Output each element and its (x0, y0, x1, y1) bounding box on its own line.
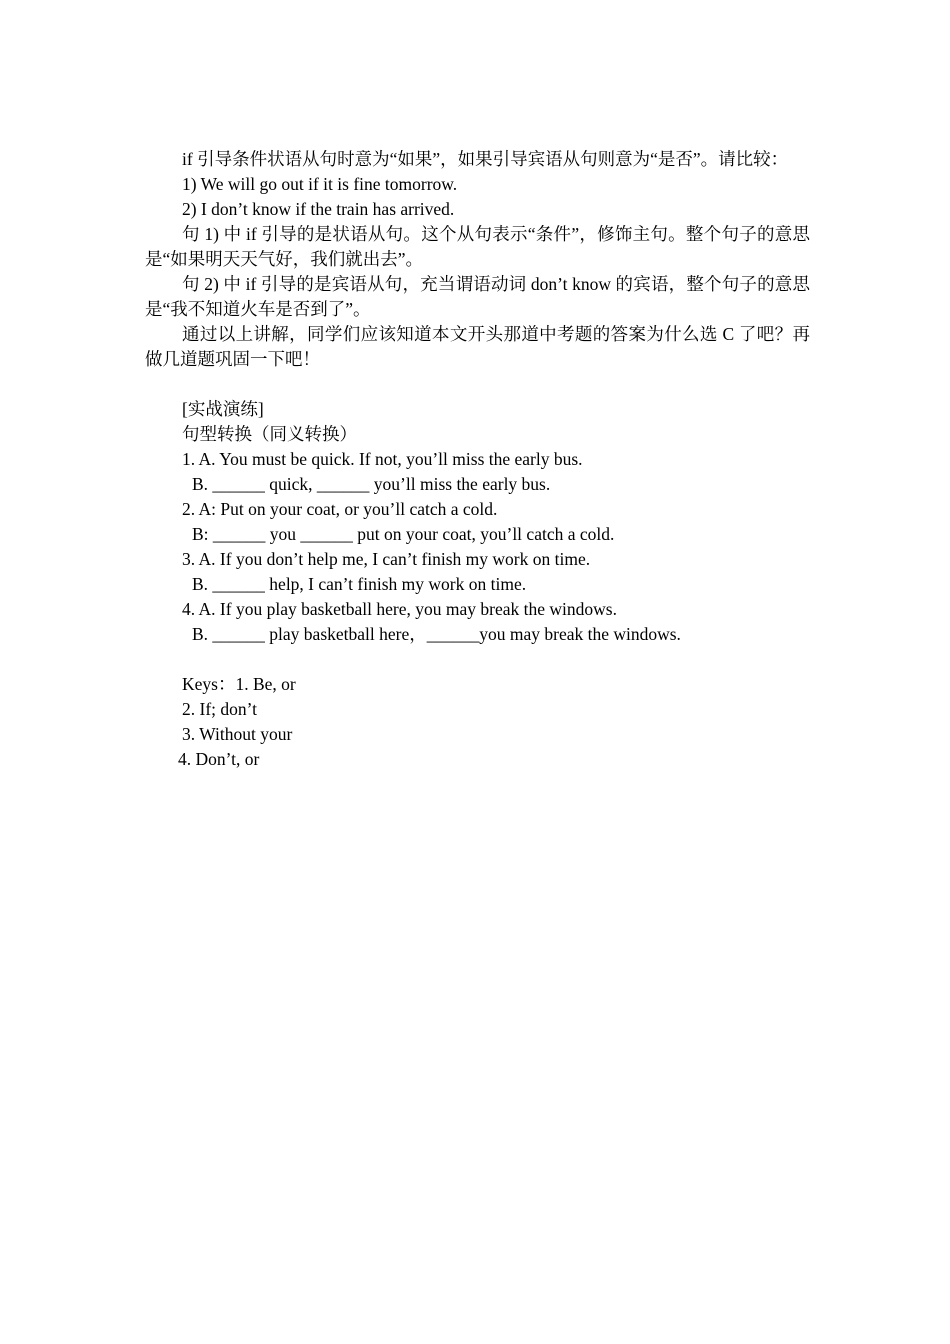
question-3-a: 3. A. If you don’t help me, I can’t finish my work on time. (182, 549, 591, 569)
example-sentence-1: 1) We will go out if it is fine tomorrow. (182, 174, 458, 194)
answer-key-4: 4. Don’t, or (178, 749, 260, 769)
answer-key-1: Keys：1. Be, or (182, 674, 296, 694)
question-4-b: B. ______ play basketball here，______you may break the windows. (192, 624, 681, 644)
question-1-b: B. ______ quick, ______ you’ll miss the early bus. (192, 474, 551, 494)
paragraph-explanation-1: 句 1) 中 if 引导的是状语从句。这个从句表示“条件”，修饰主句。整个句子的意思是“如果明天天气好，我们就出去”。 (145, 224, 810, 269)
paragraph-if-meaning: if 引导条件状语从句时意为“如果”，如果引导宾语从句则意为“是否”。请比较： (182, 149, 789, 169)
question-2-a: 2. A: Put on your coat, or you’ll catch a cold. (182, 499, 498, 519)
example-sentence-2: 2) I don’t know if the train has arrived. (182, 199, 455, 219)
question-4-a: 4. A. If you play basketball here, you may break the windows. (182, 599, 617, 619)
practice-heading: [实战演练] (182, 399, 264, 419)
question-1-a: 1. A. You must be quick. If not, you’ll miss the early bus. (182, 449, 583, 469)
question-2-b: B: ______ you ______ put on your coat, you’ll catch a cold. (192, 524, 615, 544)
question-3-b: B. ______ help, I can’t finish my work on time. (192, 574, 527, 594)
answer-key-2: 2. If; don’t (182, 699, 258, 719)
paragraph-conclusion: 通过以上讲解，同学们应该知道本文开头那道中考题的答案为什么选 C 了吧？再做几道题巩固一下吧！ (145, 324, 810, 369)
blank-line (145, 647, 810, 672)
paragraph-explanation-2: 句 2) 中 if 引导的是宾语从句，充当谓语动词 don’t know 的宾语，整个句子的意思是“我不知道火车是否到了”。 (145, 274, 810, 319)
document-body (145, 147, 810, 772)
practice-subheading: 句型转换（同义转换） (182, 424, 357, 444)
blank-line (145, 372, 810, 397)
answer-key-3: 3. Without your (182, 724, 293, 744)
